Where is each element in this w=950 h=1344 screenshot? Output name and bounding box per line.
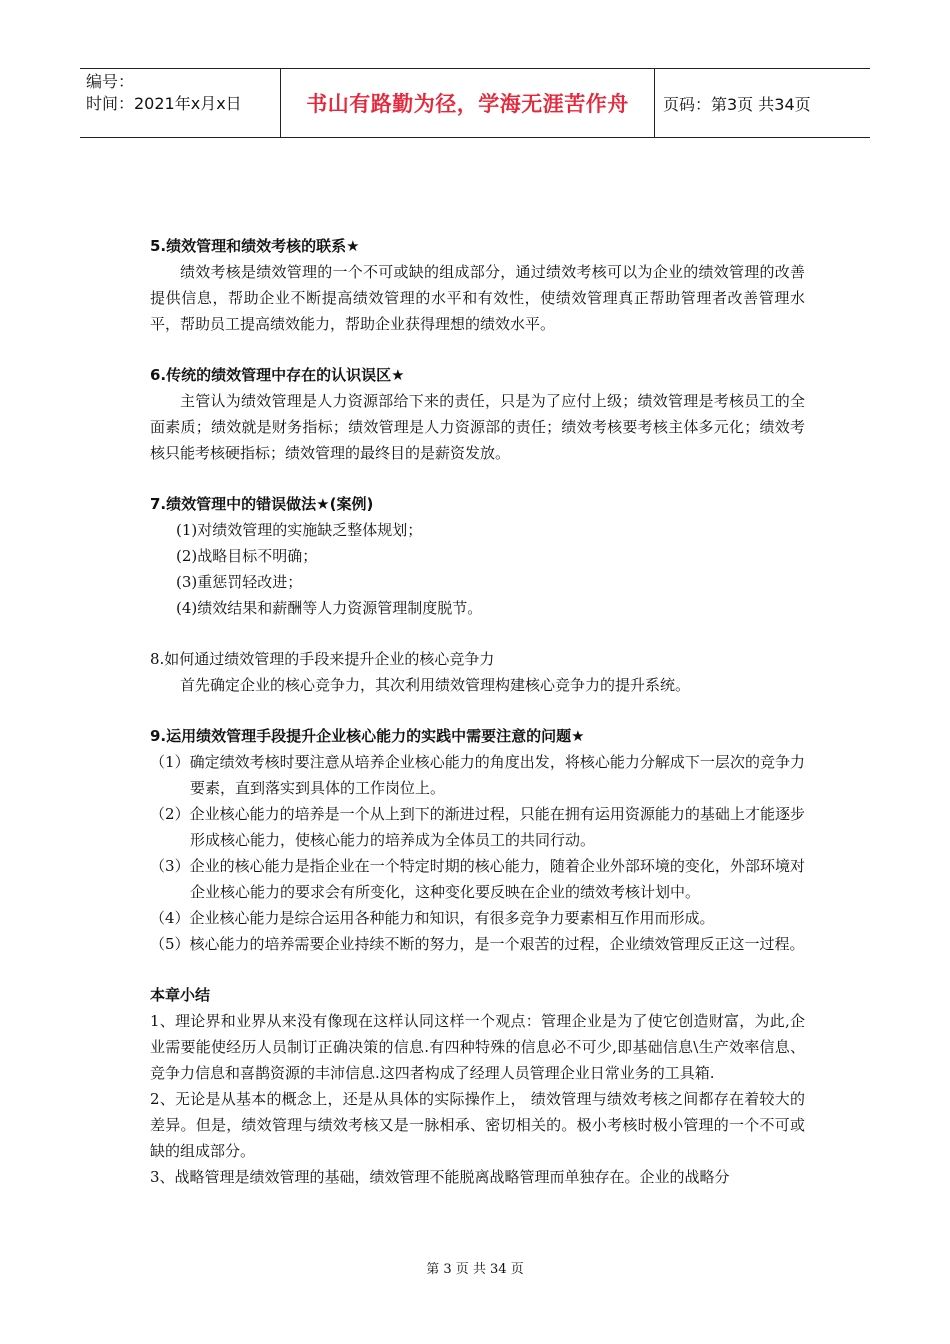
header-motto: 书山有路勤为径，学海无涯苦作舟	[281, 69, 655, 137]
section-8-title: 8.如何通过绩效管理的手段来提升企业的核心竞争力	[150, 650, 495, 668]
summary-item: 1、理论界和业界从来没有像现在这样认同这样一个观点：管理企业是为了使它创造财富，为此,企业需要能使经历人员制订正确决策的信息.有四种特殊的信息必不可少,即基础信息\生产效率信息、竞争力信息和喜鹊资源的丰沛信息.这四者构成了经理人员管理企业日常业务的工具箱.	[150, 1012, 805, 1082]
document-body	[150, 233, 805, 1190]
section-9-title: 9.运用绩效管理手段提升企业核心能力的实践中需要注意的问题★	[150, 727, 585, 745]
summary-item: 2、无论是从基本的概念上，还是从具体的实际操作上， 绩效管理与绩效考核之间都存在着较大的差异。但是，绩效管理与绩效考核又是一脉相承、密切相关的。极小考核时极小管理的一个不可或缺的组成部分。	[150, 1090, 805, 1160]
section-7-item: (3)重惩罚轻改进；	[176, 573, 303, 591]
section-9-item: （5）核心能力的培养需要企业持续不断的努力，是一个艰苦的过程，企业绩效管理反正这一过程。	[150, 935, 805, 953]
page-header	[80, 68, 870, 138]
section-9-item: （4）企业核心能力是综合运用各种能力和知识，有很多竞争力要素相互作用而形成。	[150, 909, 715, 927]
section-5-title: 5.绩效管理和绩效考核的联系★	[150, 237, 360, 255]
section-5-body: 绩效考核是绩效管理的一个不可或缺的组成部分，通过绩效考核可以为企业的绩效管理的改善提供信息，帮助企业不断提高绩效管理的水平和有效性，使绩效管理真正帮助管理者改善管理水平，帮助员工提高绩效能力，帮助企业获得理想的绩效水平。	[150, 263, 805, 333]
section-7-item: (2)战略目标不明确；	[176, 547, 318, 565]
summary-title: 本章小结	[150, 986, 211, 1004]
section-6-body: 主管认为绩效管理是人力资源部给下来的责任，只是为了应付上级；绩效管理是考核员工的全面素质；绩效就是财务指标；绩效管理是人力资源部的责任；绩效考核要考核主体多元化；绩效考核只能考核硬指标；绩效管理的最终目的是薪资发放。	[150, 392, 805, 462]
header-meta	[80, 69, 281, 137]
header-date: 时间：2021年x月x日	[86, 94, 242, 113]
header-page-info: 页码：第3页 共34页	[663, 94, 811, 114]
header-number-label: 编号：	[86, 72, 135, 91]
section-7-title: 7.绩效管理中的错误做法★(案例)	[150, 495, 374, 513]
page-footer: 第 3 页 共 34 页	[426, 1262, 524, 1277]
section-6-title: 6.传统的绩效管理中存在的认识误区★	[150, 366, 405, 384]
section-9-item: （2）企业核心能力的培养是一个从上到下的渐进过程，只能在拥有运用资源能力的基础上才能逐步形成核心能力，使核心能力的培养成为全体员工的共同行动。	[150, 805, 805, 849]
section-9-item: （3）企业的核心能力是指企业在一个特定时期的核心能力，随着企业外部环境的变化，外部环境对企业核心能力的要求会有所变化，这种变化要反映在企业的绩效考核计划中。	[150, 857, 805, 901]
section-7-item: (1)对绩效管理的实施缺乏整体规划；	[176, 521, 423, 539]
section-7-item: (4)绩效结果和薪酬等人力资源管理制度脱节。	[176, 599, 483, 617]
summary-item: 3、战略管理是绩效管理的基础，绩效管理不能脱离战略管理而单独存在。企业的战略分	[150, 1168, 730, 1186]
section-8-body: 首先确定企业的核心竞争力，其次利用绩效管理构建核心竞争力的提升系统。	[180, 676, 691, 694]
section-9-item: （1）确定绩效考核时要注意从培养企业核心能力的角度出发，将核心能力分解成下一层次的竞争力要素，直到落实到具体的工作岗位上。	[150, 753, 805, 797]
